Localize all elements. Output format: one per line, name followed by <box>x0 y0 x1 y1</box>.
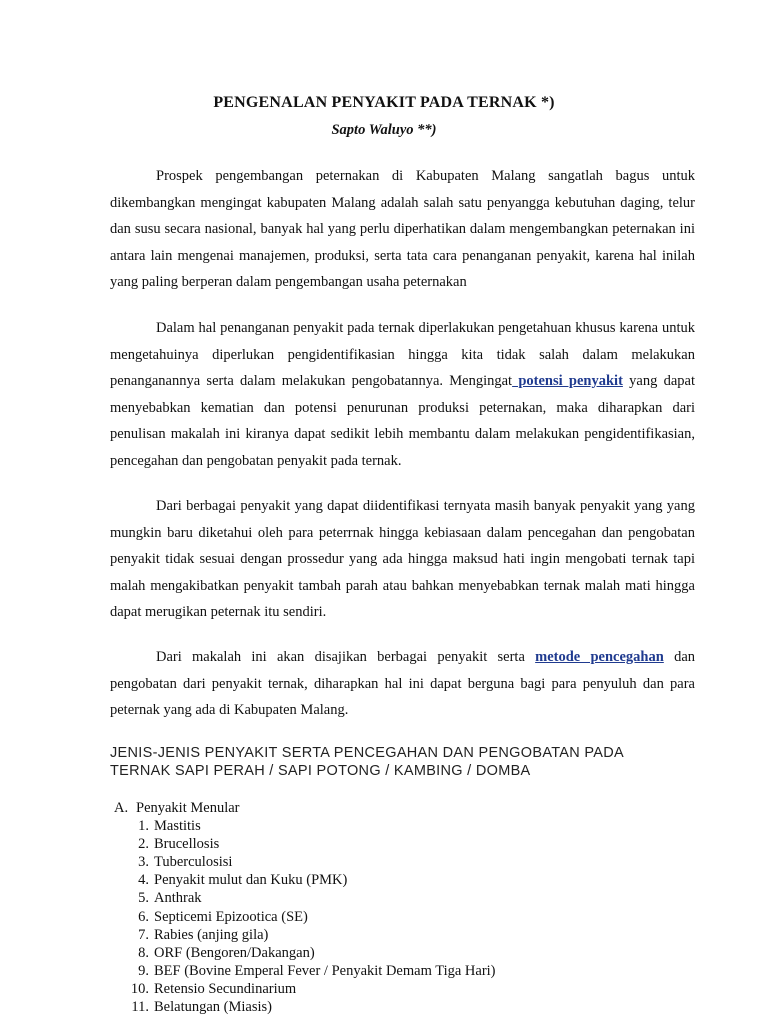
section-heading <box>110 744 695 780</box>
list-item <box>114 835 694 853</box>
document-author: Sapto Waluyo **) <box>331 122 437 138</box>
list-item-number: 3. <box>138 854 149 871</box>
list-item-number: 1. <box>138 818 149 835</box>
section-heading-line-2: TERNAK SAPI PERAH / SAPI POTONG / KAMBING / DOMBA <box>110 763 531 779</box>
metode-pencegahan-link[interactable]: metode pencegahan <box>535 649 664 665</box>
list-item-label: Tuberculosisi <box>154 854 233 871</box>
list-item-label: Rabies (anjing gila) <box>154 926 269 943</box>
paragraph-purpose <box>110 644 695 724</box>
potensi-penyakit-link[interactable]: potensi penyakit <box>512 373 623 390</box>
category-heading <box>114 799 694 817</box>
section-heading-line-1: JENIS-JENIS PENYAKIT SERTA PENCEGAHAN DAN PENGOBATAN PADA <box>110 745 624 761</box>
list-item-label: ORF (Bengoren/Dakangan) <box>154 944 315 961</box>
category-letter: A. <box>114 800 129 816</box>
list-item-label: Retensio Secundinarium <box>154 980 297 997</box>
disease-items <box>114 817 694 1016</box>
list-item-label: Penyakit mulut dan Kuku (PMK) <box>154 872 348 889</box>
list-item-label: BEF (Bovine Emperal Fever / Penyakit Demam Tiga Hari) <box>154 962 496 979</box>
paragraph-identification: Dari berbagai penyakit yang dapat diidentifikasi ternyata masih banyak penyakit yang yang mungkin baru diketahui oleh para peterrnak hingga kebiasaan dalam pencegahan dan pengobatan penyakit tidak sesuai dengan prossedur yang ada hingga maksud hati ingin mengobati ternak tapi malah mengakibatkan penyakit tambah parah atau bahkan menyebabkan ternak malah mati hingga dapat merugikan peternak itu sendiri. <box>110 498 695 621</box>
list-item-label: Belatungan (Miasis) <box>154 999 272 1016</box>
list-item-number: 8. <box>138 944 149 961</box>
list-item <box>114 962 694 980</box>
list-item-number: 11. <box>131 999 149 1016</box>
paragraph-purpose-text-2: dan pengobatan dari penyakit ternak, diharapkan hal ini dapat berguna bagi para penyuluh dan para peternak yang ada di Kabupaten Malang. <box>110 649 695 719</box>
list-item <box>114 980 694 998</box>
list-item-label: Septicemi Epizootica (SE) <box>154 908 308 925</box>
list-item <box>114 889 694 907</box>
list-item-number: 4. <box>138 872 149 889</box>
list-item-number: 10. <box>130 980 149 997</box>
list-item-number: 2. <box>138 836 149 853</box>
list-item <box>114 926 694 944</box>
list-item-number: 6. <box>138 908 149 925</box>
list-item <box>114 817 694 835</box>
document-title: PENGENALAN PENYAKIT PADA TERNAK *) <box>213 94 555 111</box>
list-item-number: 7. <box>138 926 149 943</box>
list-item-label: Mastitis <box>154 818 201 835</box>
list-item <box>114 871 694 889</box>
list-item <box>114 908 694 926</box>
category-label: Penyakit Menular <box>136 800 240 816</box>
paragraph-intro: Prospek pengembangan peternakan di Kabupaten Malang sangatlah bagus untuk dikembangkan mengingat kabupaten Malang adalah salah satu penyangga kebutuhan daging, telur dan susu secara nasional, banyak hal yang perlu diperhatikan dalam mengembangkan peternakan ini antara lain mengenai manajemen, produksi, serta tata cara penanganan penyakit, karena hal inilah yang paling berperan dalam pengembangan usaha peternakan <box>110 168 695 291</box>
list-item <box>114 853 694 871</box>
disease-list <box>114 799 694 1016</box>
list-item-number: 9. <box>138 962 149 979</box>
paragraph-handling-text-1: Dalam hal penanganan penyakit pada ternak diperlakukan pengetahuan khusus karena untuk mengetahuinya diperlukan pengidentifikasian hingga kita tidak salah dalam melakukan penanganannya serta dalam melakukan pengobatannya. Mengingat <box>110 320 695 390</box>
list-item-number: 5. <box>138 890 149 907</box>
list-item-label: Anthrak <box>154 890 202 907</box>
paragraph-handling-text-2: yang dapat menyebabkan kematian dan potensi penurunan produksi peternakan, maka diharapkan dari penulisan makalah ini kiranya dapat sedikit lebih membantu dalam melakukan pengidentifikasian, pencegahan dan pengobatan penyakit pada ternak. <box>110 373 695 469</box>
paragraph-purpose-text-1: Dari makalah ini akan disajikan berbagai penyakit serta <box>156 649 536 665</box>
list-item <box>114 944 694 962</box>
paragraph-handling <box>110 315 695 475</box>
list-item <box>114 998 694 1016</box>
list-item-label: Brucellosis <box>154 836 220 853</box>
